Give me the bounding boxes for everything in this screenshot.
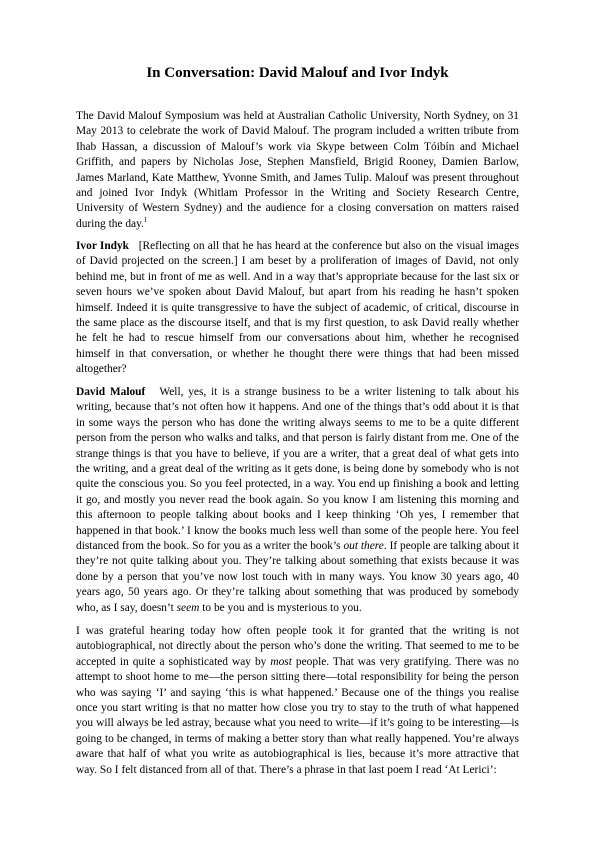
intro-paragraph: [76, 109, 519, 232]
speaker-name: Ivor Indyk: [76, 240, 130, 252]
speech-text: to be you and is mysterious to you.: [199, 601, 362, 614]
speech-text: . If people are talking about it they’re not quite talking about you. They’re talking about something that exists because it was done by a person that you’ve now lost touch with in many ways. You know 30 years ago, 40 years ago, 50 years ago. Or they’re talking about something that was produced by somebody who, as I say, doesn’t: [76, 540, 520, 614]
david-malouf-paragraph: [76, 385, 519, 616]
article-title: In Conversation: David Malouf and Ivor Indyk: [146, 65, 449, 81]
ivor-indyk-paragraph: [76, 239, 519, 378]
footnote-marker: 1: [143, 216, 148, 225]
emphasis-text: seem: [176, 601, 200, 614]
body-text: people. That was very gratifying. There was no attempt to shoot home to me—the person sitting there—total responsibility for being the person who was saying ‘I’ and saying ‘this is what happened.’ Because one of the things you realise once you start writing is that no matter how close you try to stay to the truth of what happened you will always be led astray, because what you need to write—if it’s going to be interesting—is going to be changed, in terms of making a better story than what really happened. You’re always aware that half of what you write as autobiographical is lies, because it’s more attractive that way. So I felt distanced from all of that. There’s a phrase in that last poem I read ‘At Lerici’:: [76, 655, 519, 776]
speech-text: [Reflecting on all that he has heard at the conference but also on the visual images of David projected on the screen.] I am beset by a proliferation of images of David, not only behind me, but in front of me as well. And in a way that’s appropriate because for the last six or seven hours we’ve spoken about David Malouf, but apart from his reading he hasn’t spoken himself. Indeed it is quite transgressive to have the subject of academic, of critical, discourse in the same place as the discourse itself, and that is my first question, to ask David really whether he felt he had to rescue himself from our conversations about him, whether he recognised himself in that conversation, or whether he thought there were things that had been missed altogether?: [76, 240, 520, 376]
emphasis-text: most: [270, 655, 292, 668]
body-text: I was grateful hearing today how often people took it for granted that the writing is not autobiographical, not directly about the person who’s done the writing. That seemed to me to be accepted in quite a sophisticated way by: [76, 625, 519, 668]
emphasis-text: out there: [343, 540, 384, 553]
speaker-name: David Malouf: [76, 386, 146, 398]
continuation-paragraph: [76, 624, 519, 778]
intro-text: The David Malouf Symposium was held at Australian Catholic University, North Sydney, on 31 May 2013 to celebrate the work of David Malouf. The program included a written tribute from Ihab Hassan, a discussion of Malouf’s work via Skype between Colm Tóibín and Michael Griffith, and papers by Nicholas Jose, Stephen Mansfield, Brigid Rooney, Damien Barlow, James Marland, Kate Matthew, Yvonne Smith, and James Tulip. Malouf was present throughout and joined Ivor Indyk (Whitlam Professor in the Writing and Society Research Centre, University of Western Sydney) and the audience for a closing conversation on matters raised during the day.: [76, 110, 519, 230]
speech-text: Well, yes, it is a strange business to be a writer listening to talk about his writing, because that’s not often how it happens. And one of the things that’s odd about it is that in some ways the person who has done the writing always seems to me to be a quite different person from the person who walks and talks, and that person is fairly distant from me. One of the strange things is that you have to believe, if you are a writer, that a great deal of what gets into the writing, and a great deal of the writing as it gets done, is being done by somebody who is not quite the conscious you. So you feel protected, in a way. You end up finishing a book and letting it go, and mostly you never read the book again. So you know I am listening this morning and this afternoon to people talking about books and I keep thinking ‘Oh yes, I remember that happened in that book.’ I know the books much less well than some of the people here. You feel distanced from the book. So for you as a writer the book’s: [76, 386, 519, 553]
